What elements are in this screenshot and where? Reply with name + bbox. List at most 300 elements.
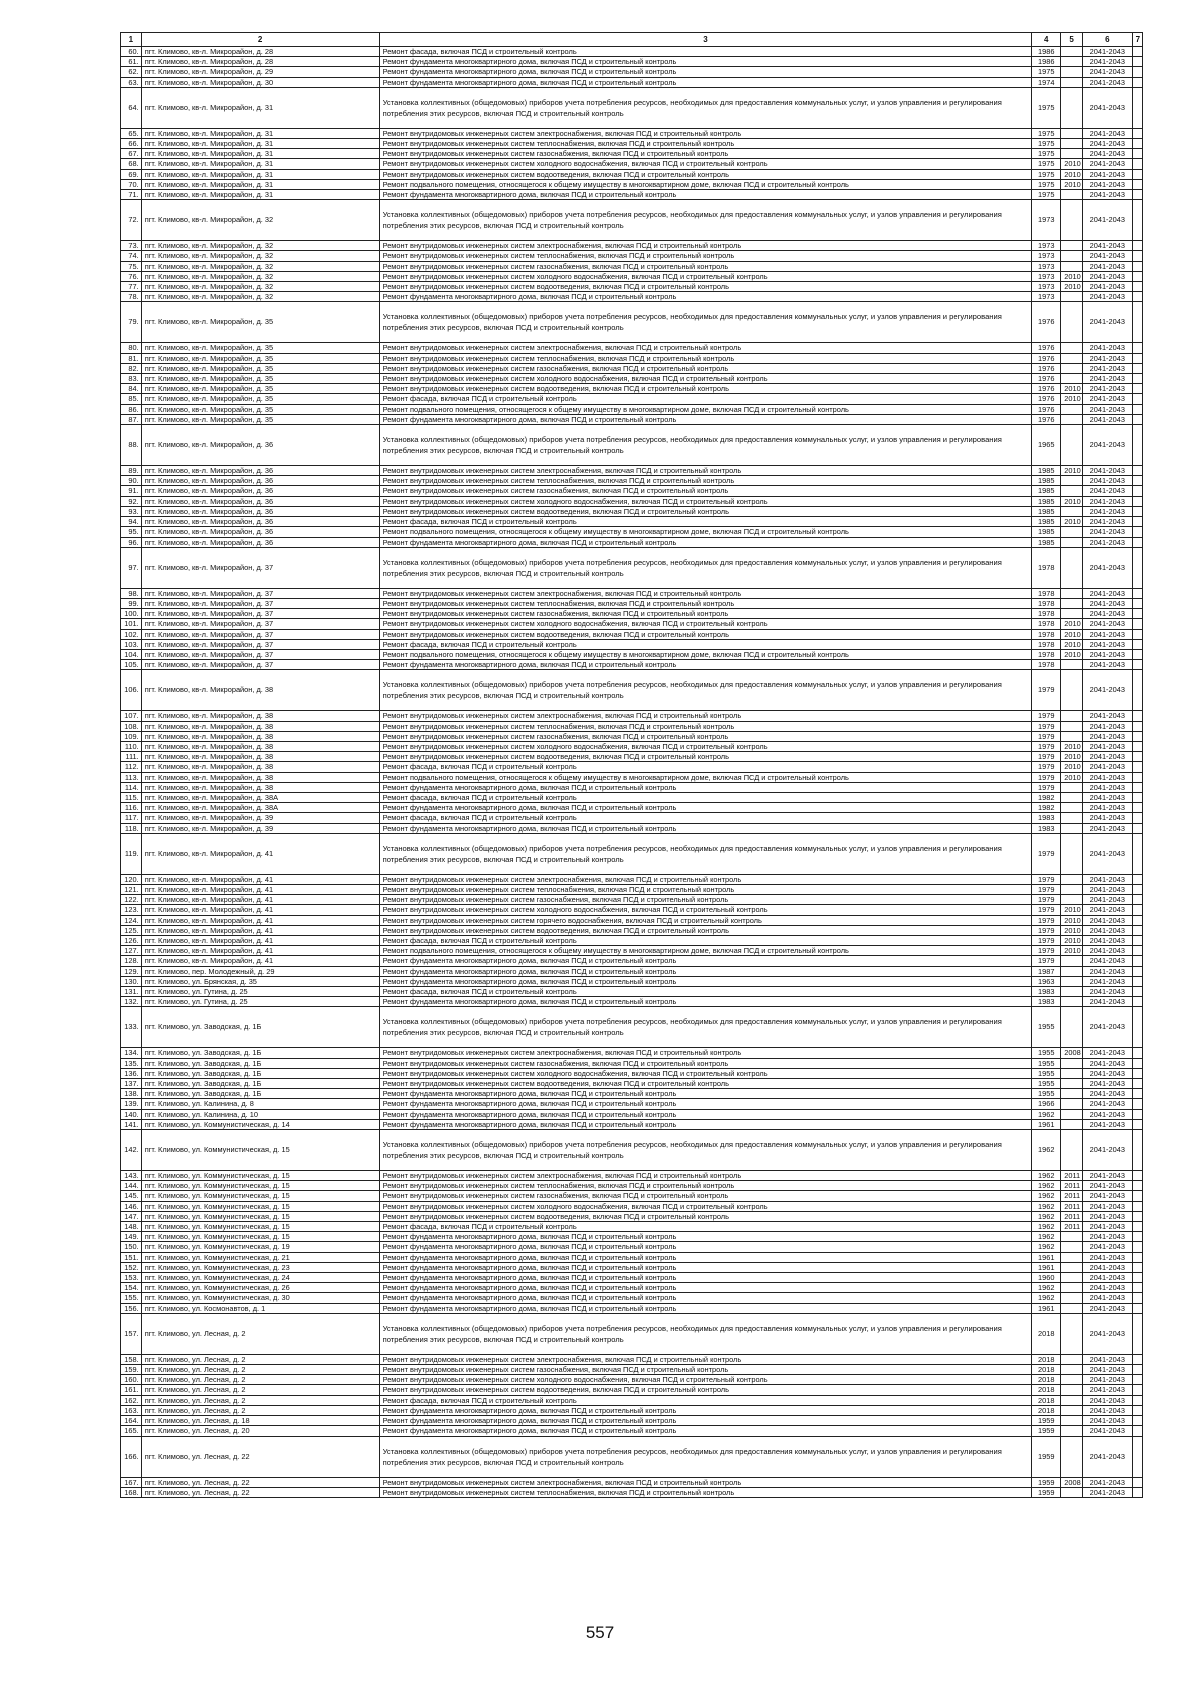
planned-period-cell: 2041-2043	[1082, 609, 1132, 619]
col-7-cell	[1132, 476, 1142, 486]
capital-repair-table	[120, 32, 1143, 1498]
year-built-cell: 1978	[1032, 547, 1061, 588]
work-type-cell: Ремонт внутридомовых инженерных систем холодного водоснабжения, включая ПСД и строительный контроль	[379, 1068, 1032, 1078]
row-number-cell: 140.	[121, 1109, 142, 1119]
row-number-cell: 108.	[121, 721, 142, 731]
planned-period-cell: 2041-2043	[1082, 77, 1132, 87]
address-cell: пгт. Климово, кв-л. Микрорайон, д. 41	[141, 884, 379, 894]
table-row	[121, 179, 1143, 189]
table-row	[121, 547, 1143, 588]
year-last-repair-cell	[1061, 47, 1083, 57]
address-cell: пгт. Климово, кв-л. Микрорайон, д. 31	[141, 179, 379, 189]
table-row	[121, 486, 1143, 496]
table-row	[121, 1405, 1143, 1415]
table-row	[121, 363, 1143, 373]
row-number-cell: 147.	[121, 1211, 142, 1221]
year-built-cell: 1979	[1032, 915, 1061, 925]
table-row	[121, 302, 1143, 343]
planned-period-cell: 2041-2043	[1082, 486, 1132, 496]
planned-period-cell: 2041-2043	[1082, 1293, 1132, 1303]
address-cell: пгт. Климово, ул. Лесная, д. 2	[141, 1385, 379, 1395]
planned-period-cell: 2041-2043	[1082, 792, 1132, 802]
year-built-cell: 1983	[1032, 823, 1061, 833]
work-type-cell: Ремонт внутридомовых инженерных систем газоснабжения, включая ПСД и строительный контроль	[379, 895, 1032, 905]
year-last-repair-cell: 2010	[1061, 271, 1083, 281]
address-cell: пгт. Климово, кв-л. Микрорайон, д. 31	[141, 159, 379, 169]
row-number-cell: 152.	[121, 1262, 142, 1272]
table-row	[121, 976, 1143, 986]
address-cell: пгт. Климово, кв-л. Микрорайон, д. 41	[141, 833, 379, 874]
work-type-cell: Ремонт внутридомовых инженерных систем горячего водоснабжения, включая ПСД и строительный контроль	[379, 915, 1032, 925]
table-row	[121, 128, 1143, 138]
row-number-cell: 137.	[121, 1079, 142, 1089]
year-last-repair-cell: 2010	[1061, 741, 1083, 751]
col-7-cell	[1132, 374, 1142, 384]
year-built-cell: 1975	[1032, 87, 1061, 128]
address-cell: пгт. Климово, кв-л. Микрорайон, д. 36	[141, 527, 379, 537]
year-last-repair-cell: 2011	[1061, 1181, 1083, 1191]
row-number-cell: 95.	[121, 527, 142, 537]
col-7-cell	[1132, 915, 1142, 925]
row-number-cell: 69.	[121, 169, 142, 179]
year-last-repair-cell	[1061, 711, 1083, 721]
year-last-repair-cell: 2010	[1061, 179, 1083, 189]
year-built-cell: 1959	[1032, 1416, 1061, 1426]
address-cell: пгт. Климово, ул. Коммунистическая, д. 15	[141, 1222, 379, 1232]
planned-period-cell: 2041-2043	[1082, 884, 1132, 894]
year-built-cell: 1955	[1032, 1079, 1061, 1089]
planned-period-cell: 2041-2043	[1082, 874, 1132, 884]
year-built-cell: 1985	[1032, 517, 1061, 527]
year-built-cell: 1975	[1032, 190, 1061, 200]
planned-period-cell: 2041-2043	[1082, 731, 1132, 741]
year-last-repair-cell	[1061, 609, 1083, 619]
year-built-cell: 1961	[1032, 1119, 1061, 1129]
table-row	[121, 1181, 1143, 1191]
row-number-cell: 64.	[121, 87, 142, 128]
year-last-repair-cell	[1061, 1252, 1083, 1262]
row-number-cell: 97.	[121, 547, 142, 588]
work-type-cell: Ремонт внутридомовых инженерных систем газоснабжения, включая ПСД и строительный контроль	[379, 1191, 1032, 1201]
year-last-repair-cell	[1061, 374, 1083, 384]
work-type-cell: Ремонт внутридомовых инженерных систем газоснабжения, включая ПСД и строительный контроль	[379, 1058, 1032, 1068]
year-built-cell: 1976	[1032, 302, 1061, 343]
planned-period-cell: 2041-2043	[1082, 374, 1132, 384]
address-cell: пгт. Климово, кв-л. Микрорайон, д. 38	[141, 721, 379, 731]
year-built-cell: 1962	[1032, 1232, 1061, 1242]
year-last-repair-cell	[1061, 77, 1083, 87]
year-last-repair-cell: 2010	[1061, 466, 1083, 476]
row-number-cell: 129.	[121, 966, 142, 976]
work-type-cell: Ремонт фундамента многоквартирного дома, включая ПСД и строительный контроль	[379, 1405, 1032, 1415]
year-built-cell: 1955	[1032, 1058, 1061, 1068]
address-cell: пгт. Климово, ул. Лесная, д. 2	[141, 1375, 379, 1385]
address-cell: пгт. Климово, ул. Калинина, д. 8	[141, 1099, 379, 1109]
year-built-cell: 1978	[1032, 660, 1061, 670]
year-last-repair-cell	[1061, 506, 1083, 516]
work-type-cell: Установка коллективных (общедомовых) приборов учета потребления ресурсов, необходимых для предоставления коммунальных услуг, и узлов управления и регулирования потребления этих ресурсов, включая ПСД и строительный контроль	[379, 1313, 1032, 1354]
address-cell: пгт. Климово, кв-л. Микрорайон, д. 37	[141, 619, 379, 629]
col-7-cell	[1132, 1222, 1142, 1232]
planned-period-cell: 2041-2043	[1082, 179, 1132, 189]
year-last-repair-cell	[1061, 1303, 1083, 1313]
col-7-cell	[1132, 721, 1142, 731]
address-cell: пгт. Климово, ул. Заводская, д. 1Б	[141, 1058, 379, 1068]
planned-period-cell: 2041-2043	[1082, 1262, 1132, 1272]
work-type-cell: Ремонт фундамента многоквартирного дома, включая ПСД и строительный контроль	[379, 966, 1032, 976]
year-last-repair-cell: 2010	[1061, 159, 1083, 169]
col-7-cell	[1132, 711, 1142, 721]
year-last-repair-cell	[1061, 660, 1083, 670]
table-row	[121, 803, 1143, 813]
table-row	[121, 1283, 1143, 1293]
year-last-repair-cell	[1061, 956, 1083, 966]
row-number-cell: 159.	[121, 1365, 142, 1375]
address-cell: пгт. Климово, кв-л. Микрорайон, д. 38	[141, 711, 379, 721]
col-7-cell	[1132, 404, 1142, 414]
year-last-repair-cell	[1061, 976, 1083, 986]
col-7-cell	[1132, 87, 1142, 128]
row-number-cell: 148.	[121, 1222, 142, 1232]
year-built-cell: 1978	[1032, 649, 1061, 659]
table-row	[121, 476, 1143, 486]
year-last-repair-cell	[1061, 414, 1083, 424]
planned-period-cell: 2041-2043	[1082, 271, 1132, 281]
year-built-cell: 1979	[1032, 905, 1061, 915]
row-number-cell: 114.	[121, 782, 142, 792]
address-cell: пгт. Климово, пер. Молодежный, д. 29	[141, 966, 379, 976]
planned-period-cell: 2041-2043	[1082, 833, 1132, 874]
table-row	[121, 598, 1143, 608]
year-built-cell: 1975	[1032, 159, 1061, 169]
table-row	[121, 343, 1143, 353]
year-last-repair-cell	[1061, 1099, 1083, 1109]
year-built-cell: 1961	[1032, 1262, 1061, 1272]
col-7-cell	[1132, 394, 1142, 404]
planned-period-cell: 2041-2043	[1082, 639, 1132, 649]
col-7-cell	[1132, 179, 1142, 189]
address-cell: пгт. Климово, кв-л. Микрорайон, д. 32	[141, 282, 379, 292]
row-number-cell: 119.	[121, 833, 142, 874]
row-number-cell: 168.	[121, 1487, 142, 1497]
address-cell: пгт. Климово, кв-л. Микрорайон, д. 28	[141, 47, 379, 57]
table-row	[121, 823, 1143, 833]
address-cell: пгт. Климово, ул. Лесная, д. 22	[141, 1477, 379, 1487]
planned-period-cell: 2041-2043	[1082, 1354, 1132, 1364]
col-7-cell	[1132, 527, 1142, 537]
col-7-cell	[1132, 884, 1142, 894]
address-cell: пгт. Климово, ул. Лесная, д. 22	[141, 1487, 379, 1497]
row-number-cell: 145.	[121, 1191, 142, 1201]
table-body	[121, 47, 1143, 1498]
year-built-cell: 1985	[1032, 527, 1061, 537]
address-cell: пгт. Климово, кв-л. Микрорайон, д. 38	[141, 752, 379, 762]
work-type-cell: Ремонт фасада, включая ПСД и строительный контроль	[379, 47, 1032, 57]
year-last-repair-cell	[1061, 1262, 1083, 1272]
planned-period-cell: 2041-2043	[1082, 476, 1132, 486]
year-last-repair-cell	[1061, 1395, 1083, 1405]
planned-period-cell: 2041-2043	[1082, 1283, 1132, 1293]
planned-period-cell: 2041-2043	[1082, 1007, 1132, 1048]
address-cell: пгт. Климово, кв-л. Микрорайон, д. 38	[141, 731, 379, 741]
row-number-cell: 127.	[121, 946, 142, 956]
table-row	[121, 1416, 1143, 1426]
work-type-cell: Ремонт внутридомовых инженерных систем электроснабжения, включая ПСД и строительный контроль	[379, 466, 1032, 476]
work-type-cell: Ремонт фундамента многоквартирного дома, включая ПСД и строительный контроль	[379, 823, 1032, 833]
row-number-cell: 138.	[121, 1089, 142, 1099]
year-built-cell: 1975	[1032, 128, 1061, 138]
planned-period-cell: 2041-2043	[1082, 282, 1132, 292]
col-7-cell	[1132, 466, 1142, 476]
year-built-cell: 1978	[1032, 629, 1061, 639]
col-7-cell	[1132, 588, 1142, 598]
work-type-cell: Ремонт внутридомовых инженерных систем газоснабжения, включая ПСД и строительный контроль	[379, 609, 1032, 619]
table-row	[121, 149, 1143, 159]
year-last-repair-cell	[1061, 363, 1083, 373]
work-type-cell: Ремонт фундамента многоквартирного дома, включая ПСД и строительный контроль	[379, 67, 1032, 77]
year-last-repair-cell	[1061, 1068, 1083, 1078]
address-cell: пгт. Климово, кв-л. Микрорайон, д. 38А	[141, 792, 379, 802]
table-row	[121, 261, 1143, 271]
work-type-cell: Ремонт внутридомовых инженерных систем водоотведения, включая ПСД и строительный контроль	[379, 506, 1032, 516]
planned-period-cell: 2041-2043	[1082, 384, 1132, 394]
row-number-cell: 80.	[121, 343, 142, 353]
year-last-repair-cell	[1061, 87, 1083, 128]
table-row	[121, 57, 1143, 67]
planned-period-cell: 2041-2043	[1082, 987, 1132, 997]
work-type-cell: Ремонт фундамента многоквартирного дома, включая ПСД и строительный контроль	[379, 292, 1032, 302]
year-last-repair-cell	[1061, 128, 1083, 138]
address-cell: пгт. Климово, ул. Калинина, д. 10	[141, 1109, 379, 1119]
work-type-cell: Ремонт внутридомовых инженерных систем теплоснабжения, включая ПСД и строительный контроль	[379, 884, 1032, 894]
table-row	[121, 1477, 1143, 1487]
year-built-cell: 1961	[1032, 1252, 1061, 1262]
year-last-repair-cell: 2010	[1061, 282, 1083, 292]
col-7-cell	[1132, 414, 1142, 424]
planned-period-cell: 2041-2043	[1082, 1130, 1132, 1171]
year-last-repair-cell	[1061, 251, 1083, 261]
row-number-cell: 72.	[121, 200, 142, 241]
year-built-cell: 1985	[1032, 537, 1061, 547]
year-built-cell: 1962	[1032, 1201, 1061, 1211]
table-row	[121, 1252, 1143, 1262]
table-row	[121, 997, 1143, 1007]
year-built-cell: 1979	[1032, 731, 1061, 741]
col-7-cell	[1132, 271, 1142, 281]
year-last-repair-cell: 2010	[1061, 394, 1083, 404]
planned-period-cell: 2041-2043	[1082, 1089, 1132, 1099]
row-number-cell: 118.	[121, 823, 142, 833]
row-number-cell: 150.	[121, 1242, 142, 1252]
address-cell: пгт. Климово, кв-л. Микрорайон, д. 39	[141, 813, 379, 823]
year-built-cell: 1979	[1032, 711, 1061, 721]
year-last-repair-cell: 2010	[1061, 496, 1083, 506]
planned-period-cell: 2041-2043	[1082, 1181, 1132, 1191]
planned-period-cell: 2041-2043	[1082, 823, 1132, 833]
year-last-repair-cell	[1061, 1313, 1083, 1354]
col-7-cell	[1132, 1191, 1142, 1201]
year-last-repair-cell	[1061, 731, 1083, 741]
row-number-cell: 75.	[121, 261, 142, 271]
work-type-cell: Установка коллективных (общедомовых) приборов учета потребления ресурсов, необходимых для предоставления коммунальных услуг, и узлов управления и регулирования потребления этих ресурсов, включая ПСД и строительный контроль	[379, 1436, 1032, 1477]
address-cell: пгт. Климово, кв-л. Микрорайон, д. 35	[141, 414, 379, 424]
col-7-cell	[1132, 823, 1142, 833]
work-type-cell: Ремонт фундамента многоквартирного дома, включая ПСД и строительный контроль	[379, 1416, 1032, 1426]
year-built-cell: 1979	[1032, 833, 1061, 874]
year-built-cell: 1959	[1032, 1436, 1061, 1477]
work-type-cell: Установка коллективных (общедомовых) приборов учета потребления ресурсов, необходимых для предоставления коммунальных услуг, и узлов управления и регулирования потребления этих ресурсов, включая ПСД и строительный контроль	[379, 302, 1032, 343]
address-cell: пгт. Климово, кв-л. Микрорайон, д. 31	[141, 149, 379, 159]
work-type-cell: Установка коллективных (общедомовых) приборов учета потребления ресурсов, необходимых для предоставления коммунальных услуг, и узлов управления и регулирования потребления этих ресурсов, включая ПСД и строительный контроль	[379, 200, 1032, 241]
col-7-cell	[1132, 1079, 1142, 1089]
table-row	[121, 241, 1143, 251]
planned-period-cell: 2041-2043	[1082, 261, 1132, 271]
work-type-cell: Ремонт подвального помещения, относящегося к общему имуществу в многоквартирном доме, включая ПСД и строительный контроль	[379, 772, 1032, 782]
planned-period-cell: 2041-2043	[1082, 915, 1132, 925]
col-7-cell	[1132, 762, 1142, 772]
address-cell: пгт. Климово, ул. Коммунистическая, д. 15	[141, 1201, 379, 1211]
work-type-cell: Ремонт внутридомовых инженерных систем холодного водоснабжения, включая ПСД и строительный контроль	[379, 1375, 1032, 1385]
row-number-cell: 83.	[121, 374, 142, 384]
address-cell: пгт. Климово, кв-л. Микрорайон, д. 41	[141, 925, 379, 935]
year-last-repair-cell: 2008	[1061, 1048, 1083, 1058]
planned-period-cell: 2041-2043	[1082, 200, 1132, 241]
year-built-cell: 1959	[1032, 1487, 1061, 1497]
col-7-cell	[1132, 1181, 1142, 1191]
address-cell: пгт. Климово, ул. Заводская, д. 1Б	[141, 1068, 379, 1078]
col-7-cell	[1132, 1252, 1142, 1262]
year-built-cell: 1979	[1032, 752, 1061, 762]
year-last-repair-cell	[1061, 874, 1083, 884]
col-7-cell	[1132, 1089, 1142, 1099]
planned-period-cell: 2041-2043	[1082, 251, 1132, 261]
planned-period-cell: 2041-2043	[1082, 1365, 1132, 1375]
planned-period-cell: 2041-2043	[1082, 302, 1132, 343]
address-cell: пгт. Климово, кв-л. Микрорайон, д. 31	[141, 128, 379, 138]
table-row	[121, 1079, 1143, 1089]
table-row	[121, 87, 1143, 128]
year-built-cell: 1979	[1032, 670, 1061, 711]
col-7-cell	[1132, 496, 1142, 506]
row-number-cell: 84.	[121, 384, 142, 394]
address-cell: пгт. Климово, ул. Коммунистическая, д. 23	[141, 1262, 379, 1272]
row-number-cell: 60.	[121, 47, 142, 57]
col-7-cell	[1132, 609, 1142, 619]
table-row	[121, 946, 1143, 956]
year-built-cell: 1962	[1032, 1130, 1061, 1171]
planned-period-cell: 2041-2043	[1082, 711, 1132, 721]
row-number-cell: 132.	[121, 997, 142, 1007]
table-row	[121, 67, 1143, 77]
row-number-cell: 117.	[121, 813, 142, 823]
row-number-cell: 163.	[121, 1405, 142, 1415]
row-number-cell: 154.	[121, 1283, 142, 1293]
work-type-cell: Ремонт внутридомовых инженерных систем теплоснабжения, включая ПСД и строительный контроль	[379, 598, 1032, 608]
table-row	[121, 711, 1143, 721]
year-last-repair-cell	[1061, 343, 1083, 353]
year-built-cell: 1962	[1032, 1181, 1061, 1191]
col-7-cell	[1132, 128, 1142, 138]
year-built-cell: 2018	[1032, 1365, 1061, 1375]
table-row	[121, 200, 1143, 241]
year-built-cell: 1962	[1032, 1211, 1061, 1221]
year-built-cell: 1982	[1032, 803, 1061, 813]
planned-period-cell: 2041-2043	[1082, 1436, 1132, 1477]
table-row	[121, 915, 1143, 925]
work-type-cell: Ремонт фундамента многоквартирного дома, включая ПСД и строительный контроль	[379, 77, 1032, 87]
row-number-cell: 162.	[121, 1395, 142, 1405]
address-cell: пгт. Климово, ул. Коммунистическая, д. 15	[141, 1191, 379, 1201]
row-number-cell: 92.	[121, 496, 142, 506]
planned-period-cell: 2041-2043	[1082, 813, 1132, 823]
col-7-cell	[1132, 649, 1142, 659]
year-built-cell: 1978	[1032, 609, 1061, 619]
address-cell: пгт. Климово, ул. Коммунистическая, д. 15	[141, 1130, 379, 1171]
row-number-cell: 131.	[121, 987, 142, 997]
planned-period-cell: 2041-2043	[1082, 353, 1132, 363]
planned-period-cell: 2041-2043	[1082, 159, 1132, 169]
year-built-cell: 1975	[1032, 149, 1061, 159]
planned-period-cell: 2041-2043	[1082, 190, 1132, 200]
year-built-cell: 1979	[1032, 762, 1061, 772]
col-7-cell	[1132, 1365, 1142, 1375]
planned-period-cell: 2041-2043	[1082, 803, 1132, 813]
planned-period-cell: 2041-2043	[1082, 1242, 1132, 1252]
col-7-cell	[1132, 772, 1142, 782]
year-built-cell: 1976	[1032, 353, 1061, 363]
planned-period-cell: 2041-2043	[1082, 414, 1132, 424]
table-row	[121, 741, 1143, 751]
year-built-cell: 1978	[1032, 619, 1061, 629]
table-row	[121, 1089, 1143, 1099]
year-last-repair-cell	[1061, 1283, 1083, 1293]
planned-period-cell: 2041-2043	[1082, 649, 1132, 659]
table-row	[121, 425, 1143, 466]
table-row	[121, 1242, 1143, 1252]
year-built-cell: 1976	[1032, 394, 1061, 404]
year-last-repair-cell	[1061, 1436, 1083, 1477]
header-col-6: 6	[1082, 33, 1132, 47]
work-type-cell: Ремонт фундамента многоквартирного дома, включая ПСД и строительный контроль	[379, 1283, 1032, 1293]
col-7-cell	[1132, 200, 1142, 241]
address-cell: пгт. Климово, кв-л. Микрорайон, д. 35	[141, 394, 379, 404]
planned-period-cell: 2041-2043	[1082, 1487, 1132, 1497]
year-built-cell: 1973	[1032, 251, 1061, 261]
planned-period-cell: 2041-2043	[1082, 1048, 1132, 1058]
year-built-cell: 1979	[1032, 895, 1061, 905]
planned-period-cell: 2041-2043	[1082, 1416, 1132, 1426]
address-cell: пгт. Климово, кв-л. Микрорайон, д. 38	[141, 670, 379, 711]
year-last-repair-cell	[1061, 1416, 1083, 1426]
row-number-cell: 101.	[121, 619, 142, 629]
row-number-cell: 65.	[121, 128, 142, 138]
address-cell: пгт. Климово, ул. Заводская, д. 1Б	[141, 1007, 379, 1048]
address-cell: пгт. Климово, кв-л. Микрорайон, д. 36	[141, 476, 379, 486]
table-row	[121, 670, 1143, 711]
table-row	[121, 1354, 1143, 1364]
address-cell: пгт. Климово, ул. Лесная, д. 2	[141, 1365, 379, 1375]
year-built-cell: 1978	[1032, 598, 1061, 608]
header-col-4: 4	[1032, 33, 1061, 47]
work-type-cell: Ремонт внутридомовых инженерных систем электроснабжения, включая ПСД и строительный контроль	[379, 874, 1032, 884]
work-type-cell: Ремонт внутридомовых инженерных систем теплоснабжения, включая ПСД и строительный контроль	[379, 353, 1032, 363]
table-row	[121, 588, 1143, 598]
year-built-cell: 1975	[1032, 169, 1061, 179]
year-built-cell: 1983	[1032, 997, 1061, 1007]
col-7-cell	[1132, 1058, 1142, 1068]
col-7-cell	[1132, 363, 1142, 373]
row-number-cell: 155.	[121, 1293, 142, 1303]
